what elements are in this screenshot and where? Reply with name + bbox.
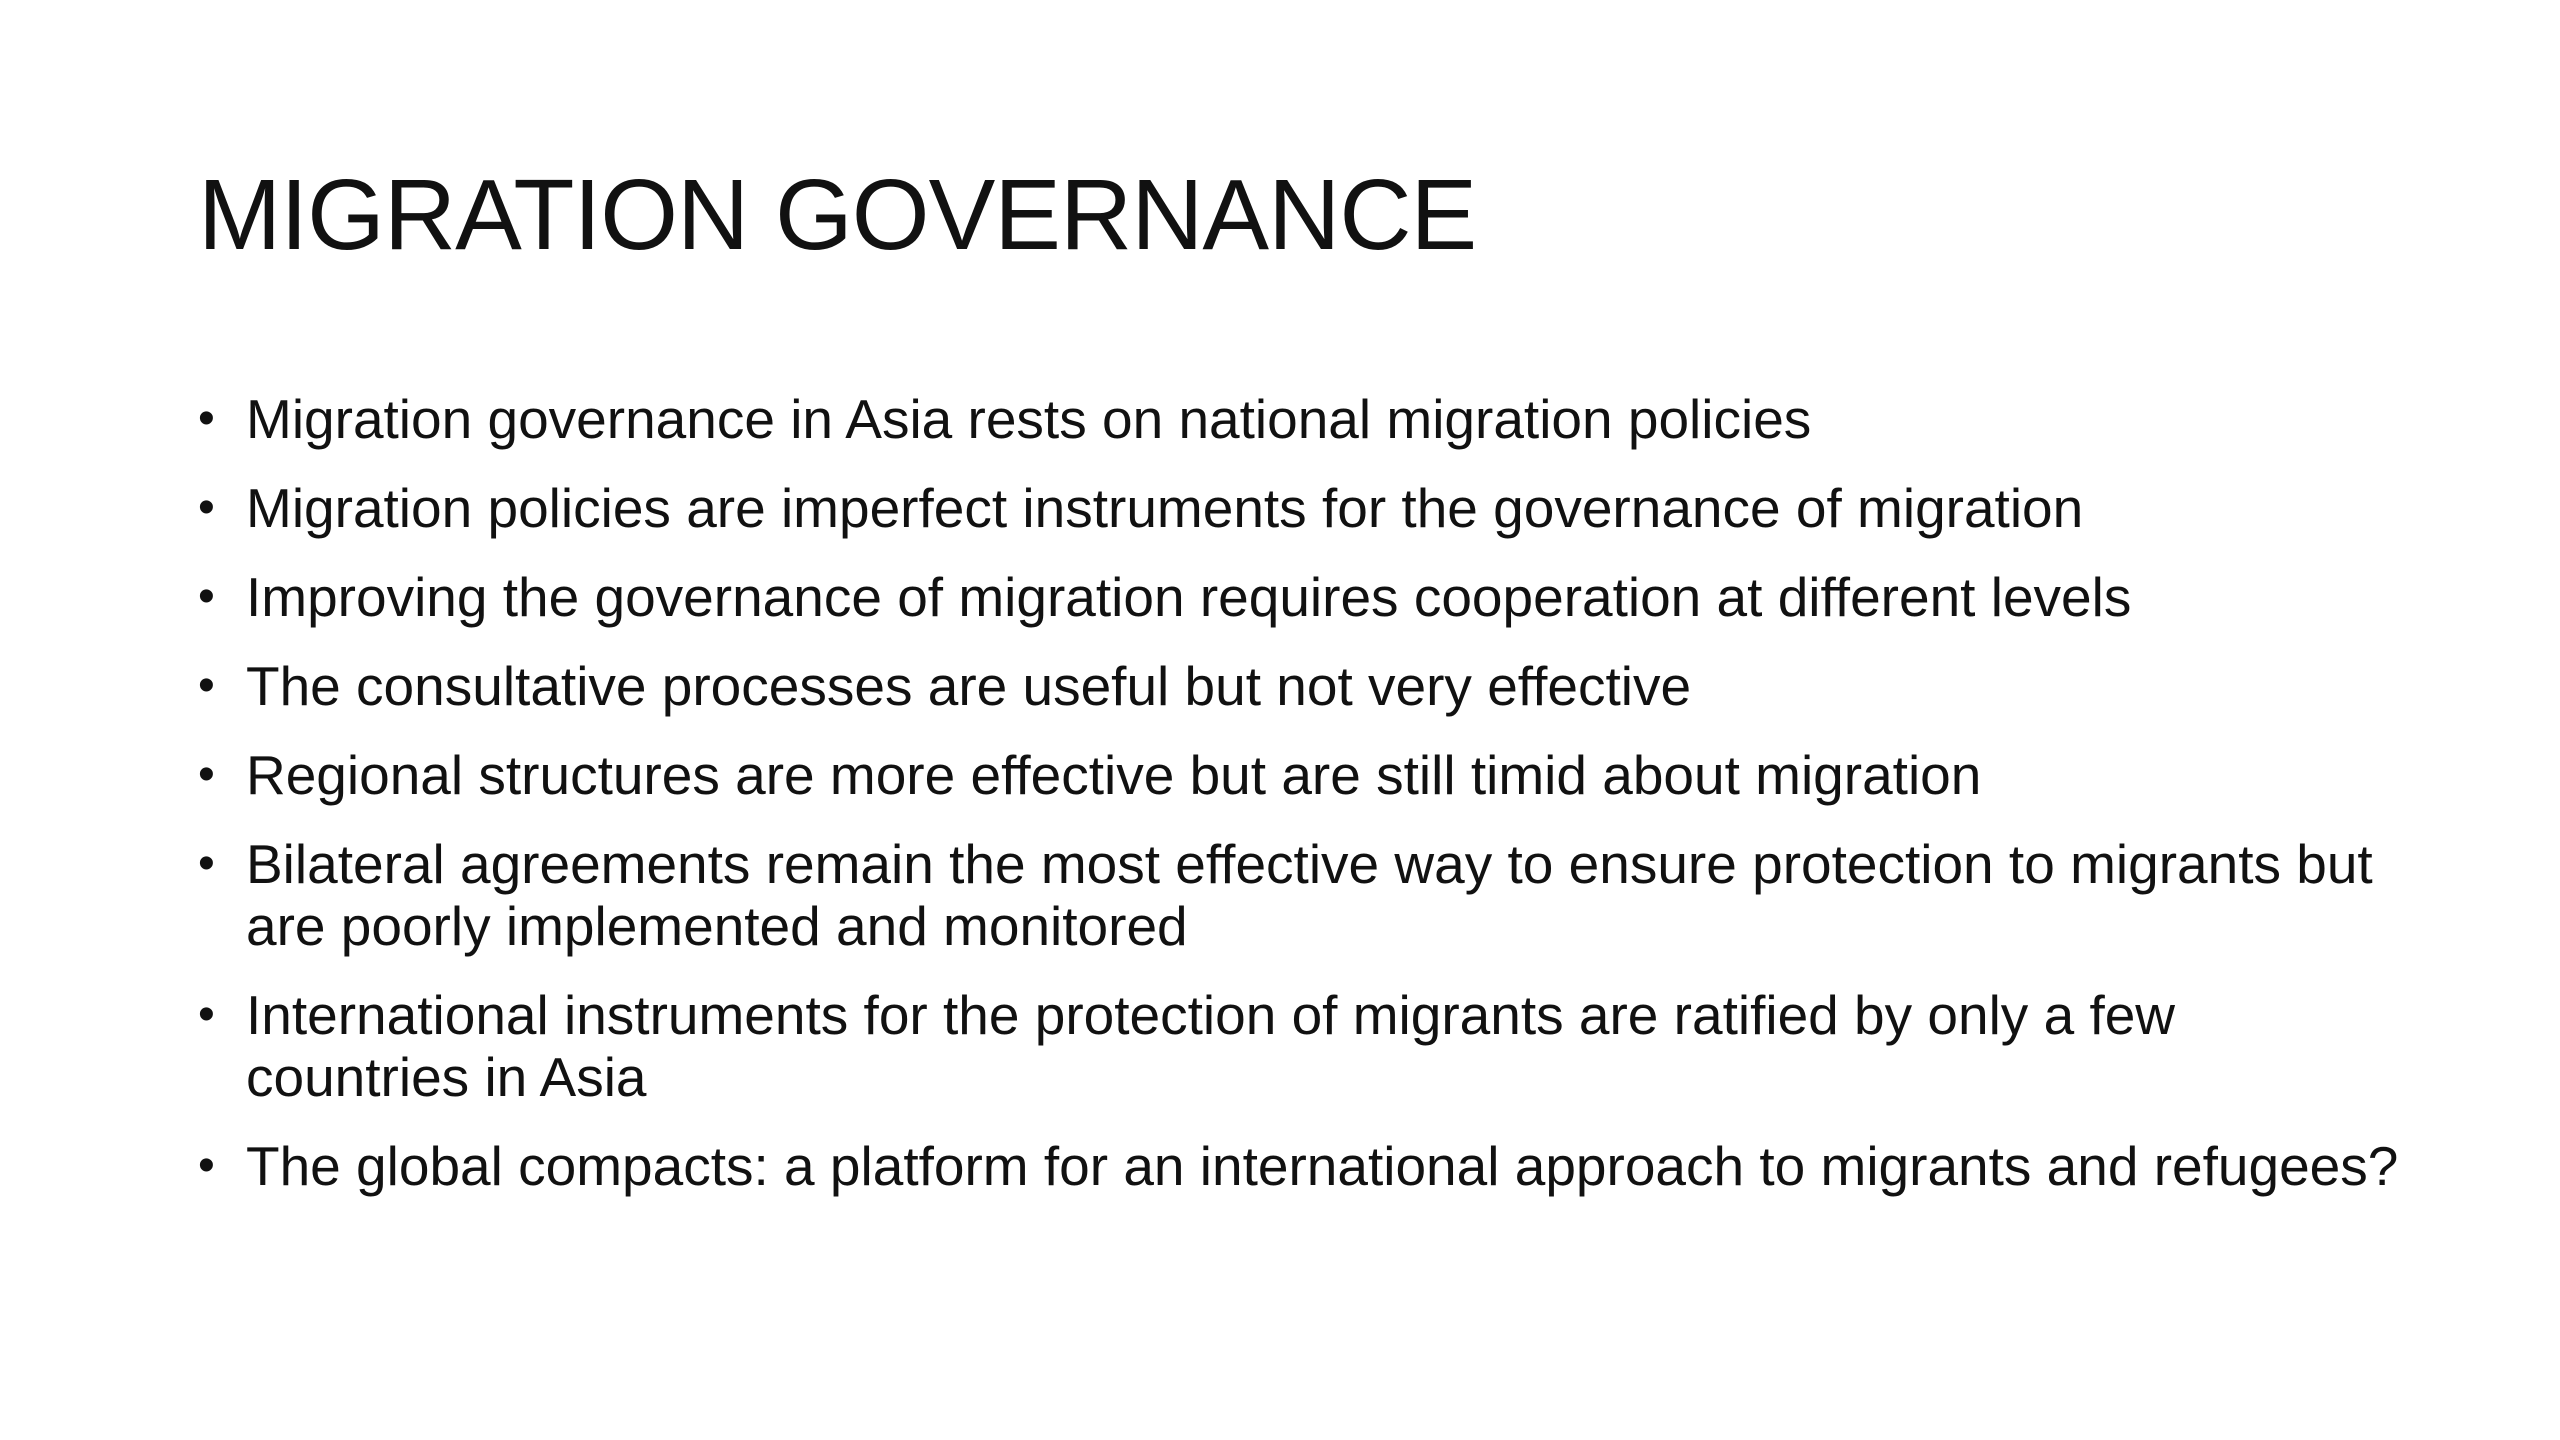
- bullet-icon: •: [198, 481, 215, 534]
- bullet-item: [198, 655, 2408, 717]
- bullet-icon: •: [198, 570, 215, 623]
- slide-title: MIGRATION GOVERNANCE: [198, 159, 1477, 271]
- bullet-item: [198, 984, 2408, 1108]
- bullet-icon: •: [198, 392, 215, 445]
- bullet-icon: •: [198, 1139, 215, 1192]
- bullet-text: International instruments for the protection of migrants are ratified by only a few countries in Asia: [246, 984, 2176, 1108]
- bullet-item: [198, 388, 2408, 450]
- bullet-text: Migration policies are imperfect instruments for the governance of migration: [246, 477, 2084, 539]
- bullet-text: Improving the governance of migration requires cooperation at different levels: [246, 566, 2132, 628]
- bullet-text: The consultative processes are useful but not very effective: [246, 655, 1692, 717]
- bullet-item: [198, 833, 2408, 957]
- bullet-item: [198, 744, 2408, 806]
- bullet-icon: •: [198, 988, 215, 1041]
- bullet-text: Regional structures are more effective but are still timid about migration: [246, 744, 1982, 806]
- bullet-icon: •: [198, 659, 215, 712]
- bullet-item: [198, 566, 2408, 628]
- bullet-text: Migration governance in Asia rests on national migration policies: [246, 388, 1812, 450]
- bullet-icon: •: [198, 837, 215, 890]
- bullet-icon: •: [198, 748, 215, 801]
- bullet-text: The global compacts: a platform for an international approach to migrants and refugees?: [246, 1135, 2399, 1197]
- bullet-item: [198, 1135, 2408, 1197]
- bullet-item: [198, 477, 2408, 539]
- bullet-list: [198, 388, 2408, 1224]
- bullet-text: Bilateral agreements remain the most effective way to ensure protection to migrants but are poorly implemented and monitored: [246, 833, 2373, 957]
